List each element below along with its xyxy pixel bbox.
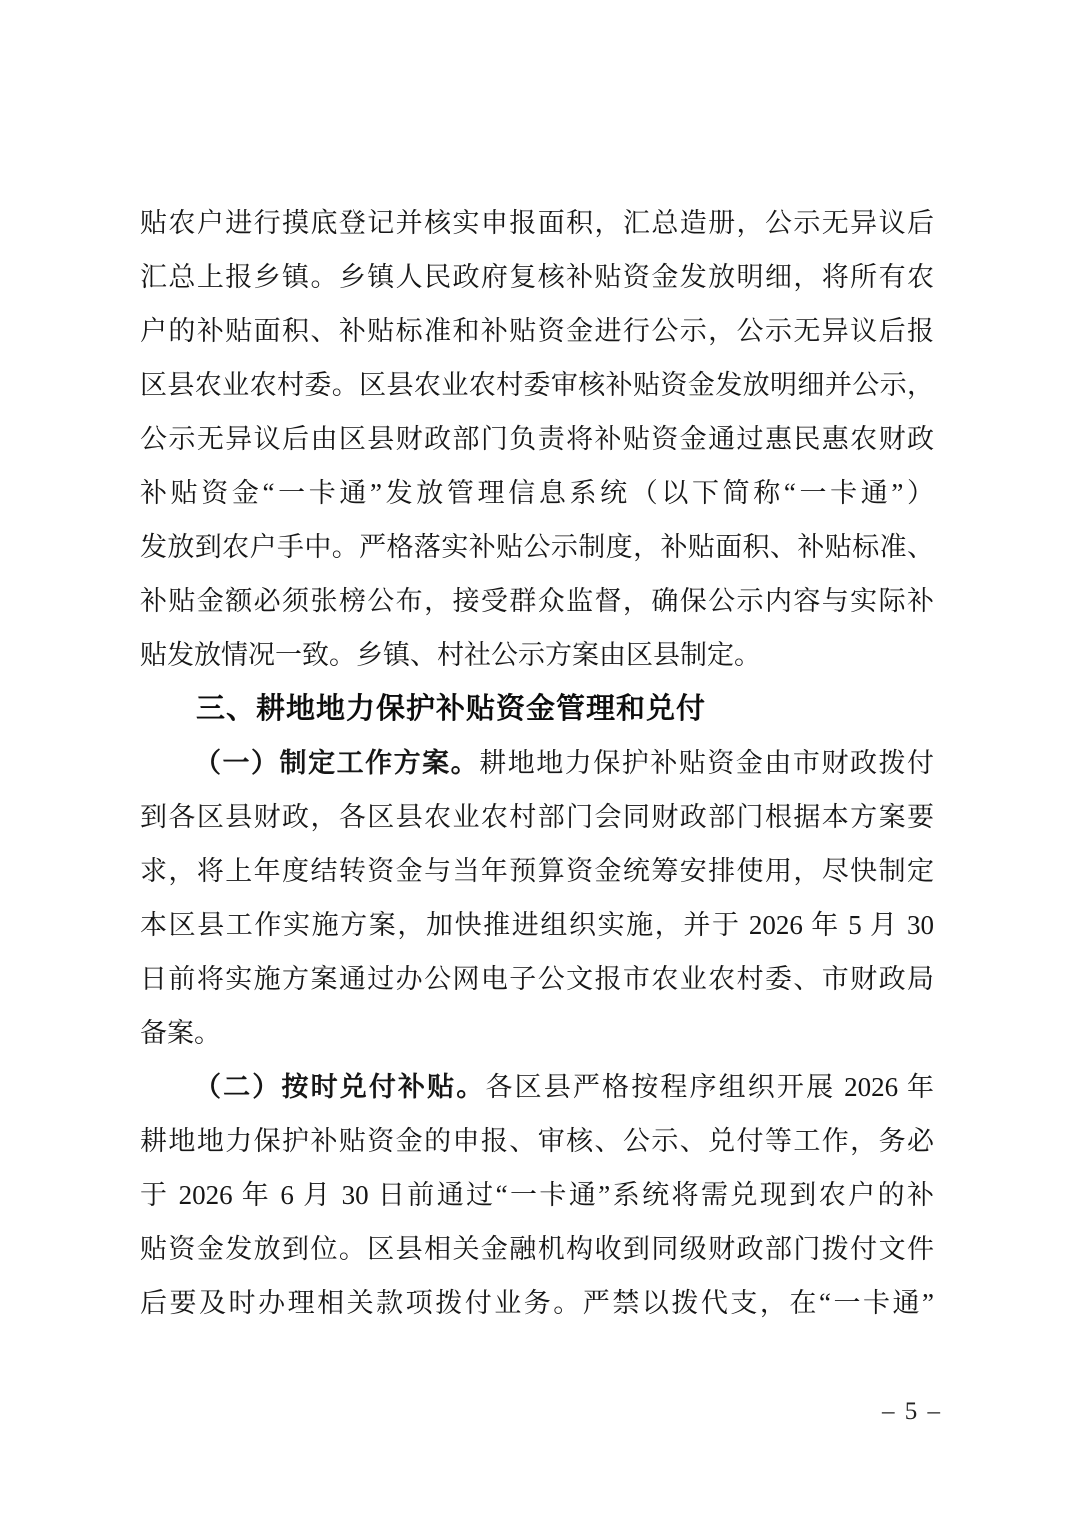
text-line: 到各区县财政，各区县农业农村部门会同财政部门根据本方案要: [140, 802, 934, 832]
paragraph: [140, 736, 934, 1060]
text-line: 补贴资金“一卡通”发放管理信息系统（以下简称“一卡通”）: [140, 478, 934, 508]
text-line: 后要及时办理相关款项拨付业务。严禁以拨代支，在“一卡通”: [140, 1288, 934, 1318]
paragraph: [140, 1060, 934, 1330]
text-line: 于 2026 年 6 月 30 日前通过“一卡通”系统将需兑现到农户的补: [140, 1180, 934, 1210]
document-body: [140, 196, 934, 1330]
section-heading: 三、耕地地力保护补贴资金管理和兑付: [196, 693, 707, 725]
text-line: 区县农业农村委。区县农业农村委审核补贴资金发放明细并公示，: [140, 370, 934, 400]
paragraph: [140, 196, 934, 682]
text-line: 贴发放情况一致。乡镇、村社公示方案由区县制定。: [140, 640, 761, 670]
paragraph-lead: （二）按时兑付补贴。: [194, 1072, 486, 1102]
text-line: 公示无异议后由区县财政部门负责将补贴资金通过惠民惠农财政: [140, 424, 934, 454]
text-line: 贴资金发放到位。区县相关金融机构收到同级财政部门拨付文件: [140, 1234, 934, 1264]
text-line: 贴农户进行摸底登记并核实申报面积，汇总造册，公示无异议后: [140, 208, 934, 238]
text-line: 求，将上年度结转资金与当年预算资金统筹安排使用，尽快制定: [140, 856, 934, 886]
text-line: （二）按时兑付补贴。各区县严格按程序组织开展 2026 年: [194, 1072, 935, 1102]
text-line: （一）制定工作方案。耕地地力保护补贴资金由市财政拨付: [194, 748, 935, 778]
text-line: 备案。: [140, 1018, 221, 1048]
text-line: 补贴金额必须张榜公布，接受群众监督，确保公示内容与实际补: [140, 586, 934, 616]
text-line: 耕地地力保护补贴资金的申报、审核、公示、兑付等工作，务必: [140, 1126, 934, 1156]
page-number: – 5 –: [882, 1398, 942, 1425]
text-line: 发放到农户手中。严格落实补贴公示制度，补贴面积、补贴标准、: [140, 532, 934, 562]
text-line: 日前将实施方案通过办公网电子公文报市农业农村委、市财政局: [140, 964, 934, 994]
text-line: 本区县工作实施方案，加快推进组织实施，并于 2026 年 5 月 30: [140, 910, 934, 940]
paragraph-lead: （一）制定工作方案。: [194, 748, 480, 778]
text-line: 户的补贴面积、补贴标准和补贴资金进行公示，公示无异议后报: [140, 316, 934, 346]
text-line: 汇总上报乡镇。乡镇人民政府复核补贴资金发放明细，将所有农: [140, 262, 934, 292]
